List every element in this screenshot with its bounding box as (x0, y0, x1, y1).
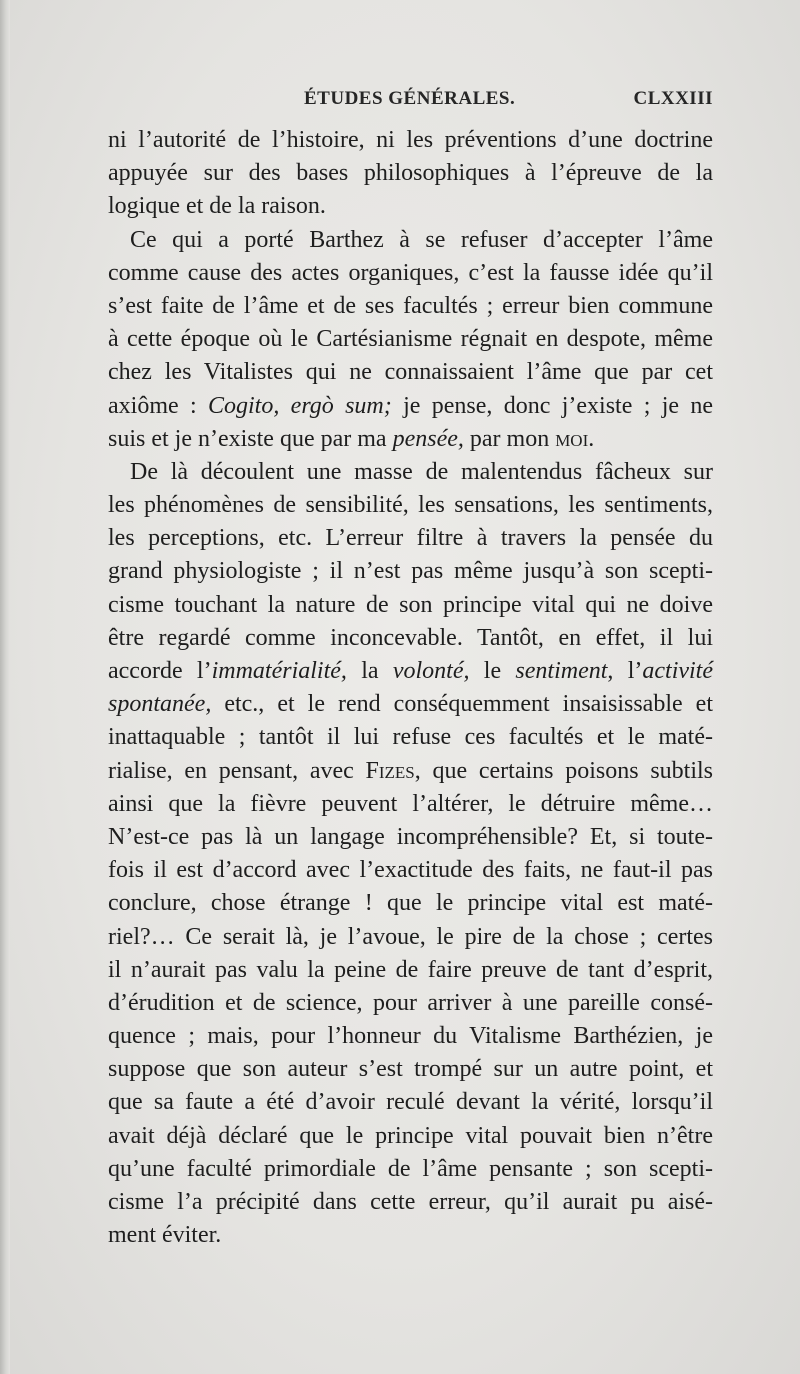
text-line: fois il est d’accord avec l’exactitude des faits, ne faut-il pas (108, 857, 713, 884)
text-line: que sa faute a été d’avoir reculé devant la vérité, lorsqu’il (108, 1089, 713, 1116)
text-line: logique et de la raison. (108, 193, 326, 220)
text-line: ment éviter. (108, 1222, 222, 1249)
text-line: ni l’autorité de l’histoire, ni les préventions d’une doctrine (108, 127, 713, 153)
text-line: grand physiologiste ; il n’est pas même jusqu’à son scepti- (108, 558, 713, 585)
small-caps-text: Fizes (365, 757, 415, 784)
text-line: d’érudition et de science, pour arriver à une pareille consé- (108, 989, 713, 1016)
text-line: appuyée sur des bases philosophiques à l’épreuve de la (108, 160, 713, 187)
body-text (108, 124, 713, 1252)
text-line: cisme touchant la nature de son principe vital qui ne doive (108, 591, 713, 618)
italic-text: Cogito, ergò sum; (207, 392, 392, 419)
text-line: quence ; mais, pour l’honneur du Vitalisme Barthézien, je (108, 1023, 713, 1050)
text-line: il n’aurait pas valu la peine de faire preuve de tant d’esprit, (108, 956, 713, 983)
text-line: Ce qui a porté Barthez à se refuser d’accepter l’âme (130, 226, 713, 253)
text-line: à cette époque où le Cartésianisme régnait en despote, même (108, 326, 713, 353)
page-binding-edge (0, 0, 10, 1374)
running-title: ÉTUDES GÉNÉRALES. (304, 88, 516, 109)
text-line: ainsi que la fièvre peuvent l’altérer, le détruire même… (108, 790, 713, 817)
text-line: s’est faite de l’âme et de ses facultés ; erreur bien commune (108, 292, 713, 319)
italic-text: immatérialité, (211, 658, 347, 684)
text-line: chez les Vitalistes qui ne connaissaient l’âme que par cet (108, 359, 713, 386)
text-line: accorde l’immatérialité, la volonté, le sentiment, l’activité (108, 658, 714, 684)
text-line: riel?… Ce serait là, je l’avoue, le pire de la chose ; certes (108, 923, 713, 950)
text-line: suppose que son auteur s’est trompé sur un autre point, et (108, 1056, 713, 1083)
italic-text: pensée, (392, 425, 464, 452)
text-line: N’est-ce pas là un langage incompréhensible? Et, si toute- (108, 823, 713, 850)
text-line: axiôme : Cogito, ergò sum; je pense, donc j’existe ; je ne (108, 392, 714, 419)
text-line: avait déjà déclaré que le principe vital pouvait bien n’être (108, 1122, 713, 1149)
page-header (108, 88, 713, 120)
text-line: les phénomènes de sensibilité, les sensations, les sentiments, (108, 492, 713, 519)
text-line: conclure, chose étrange ! que le principe vital est maté- (108, 890, 713, 917)
italic-text: activité (642, 658, 714, 684)
text-line: suis et je n’existe que par ma pensée, par mon moi. (108, 425, 595, 452)
small-caps-text: moi. (555, 425, 595, 452)
text-line: comme cause des actes organiques, c’est la fausse idée qu’il (108, 259, 713, 286)
italic-text: volonté, (392, 658, 470, 684)
text-line: être regardé comme inconcevable. Tantôt, en effet, il lui (108, 624, 713, 651)
text-line: spontanée, etc., et le rend conséquemment insaisissable et (108, 691, 713, 718)
text-line: cisme l’a précipité dans cette erreur, qu’il aurait pu aisé- (108, 1189, 713, 1215)
text-line: qu’une faculté primordiale de l’âme pensante ; son scepti- (108, 1155, 713, 1182)
text-line: inattaquable ; tantôt il lui refuse ces facultés et le maté- (108, 724, 713, 751)
italic-text: spontanée, (108, 691, 212, 718)
page-number: CLXXIII (633, 88, 713, 109)
text-line: rialise, en pensant, avec Fizes, que certains poisons subtils (108, 757, 714, 784)
text-line: De là découlent une masse de malentendus fâcheux sur (130, 458, 713, 485)
italic-text: sentiment (515, 658, 608, 684)
text-line: les perceptions, etc. L’erreur filtre à travers la pensée du (108, 525, 713, 552)
